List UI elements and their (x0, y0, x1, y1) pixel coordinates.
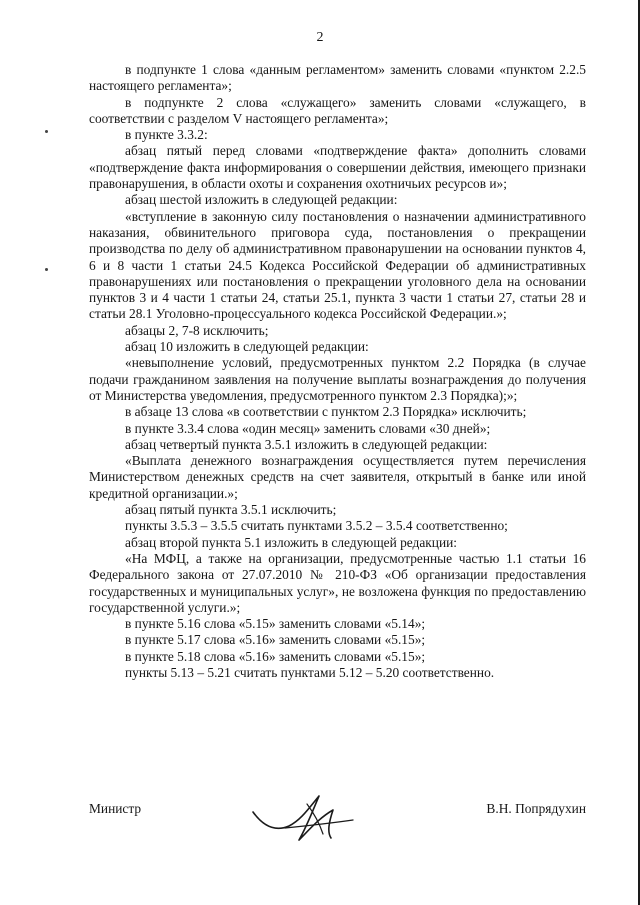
paragraph-1: в подпункте 1 слова «данным регламентом» заменить словами «пунктом 2.2.5 настоящего регламента»; (89, 62, 586, 94)
paragraph-14: абзац пятый пункта 3.5.1 исключить; (125, 502, 337, 518)
paragraph-2: в подпункте 2 слова «служащего» заменить словами «служащего, в соответствии с разделом V настоящего регламента»; (89, 94, 586, 126)
paragraph-19: в пункте 5.17 слова «5.16» заменить словами «5.15»; (125, 632, 426, 648)
document-body (89, 62, 586, 681)
paragraph-9: «невыполнение условий, предусмотренных пунктом 2.2 Порядка (в случае подачи гражданином заявления на получение выплаты вознаграждения до получения от Министерства уведомления, предусмотренного пунктом 2.3 Порядка);»; (89, 355, 586, 403)
paragraph-15: пункты 3.5.3 – 3.5.5 считать пунктами 3.5.2 – 3.5.4 соответственно; (125, 518, 508, 534)
paragraph-3: в пункте 3.3.2: (125, 127, 208, 143)
paragraph-16: абзац второй пункта 5.1 изложить в следующей редакции: (125, 534, 458, 550)
paragraph-5: абзац шестой изложить в следующей редакции: (125, 192, 398, 208)
paragraph-6: «вступление в законную силу постановления о назначении административного наказания, обвинительного приговора суда, постановления о прекращении производства по делу об административном правонарушении на основании пунктов 4, 6 и 8 части 1 статьи 24.5 Кодекса Российской Федерации об административных правонарушениях или постановления о прекращении уголовного дела на основании пунктов 3 и 4 части 1 статьи 24, статьи 25.1, пункта 3 части 1 статьи 27, статьи 28 и статьи 28.1 Уголовно-процессуального кодекса Российской Федерации.»; (89, 208, 586, 322)
scan-speck (45, 130, 48, 133)
paragraph-20: в пункте 5.18 слова «5.16» заменить словами «5.15»; (125, 648, 426, 664)
paragraph-12: абзац четвертый пункта 3.5.1 изложить в следующей редакции: (125, 436, 488, 452)
paragraph-7: абзацы 2, 7-8 исключить; (125, 322, 269, 338)
paragraph-21: пункты 5.13 – 5.21 считать пунктами 5.12 – 5.20 соответственно. (125, 664, 495, 680)
page-number: 2 (316, 30, 324, 45)
paragraph-8: абзац 10 изложить в следующей редакции: (125, 339, 369, 355)
signatory-name: В.Н. Попрядухин (486, 801, 586, 816)
paragraph-13: «Выплата денежного вознаграждения осуществляется путем перечисления Министерством денежных средств на счет заявителя, открытый в банке или иной кредитной организации.»; (89, 453, 586, 501)
scan-speck (45, 268, 48, 271)
paragraph-18: в пункте 5.16 слова «5.15» заменить словами «5.14»; (125, 616, 426, 632)
paragraph-4: абзац пятый перед словами «подтверждение факта» дополнить словами «подтверждение факта информирования о совершении действия, имеющего признаки правонарушения, в области охоты и сохранения охотничьих ресурсов и»; (89, 143, 586, 192)
paragraph-17: «На МФЦ, а также на организации, предусмотренные частью 1.1 статьи 16 Федерального закона от 27.07.2010 № 210-ФЗ «Об организации предоставления государственных и муниципальных услуг», не возложена функция по предоставлению государственной услуги.»; (89, 550, 586, 615)
signatory-title: Министр (89, 801, 142, 816)
signature-block (89, 792, 586, 852)
paragraph-11: в пункте 3.3.4 слова «один месяц» заменить словами «30 дней»; (125, 420, 491, 436)
paragraph-10: в абзаце 13 слова «в соответствии с пунктом 2.3 Порядка» исключить; (125, 404, 527, 420)
handwritten-signature (249, 786, 359, 846)
